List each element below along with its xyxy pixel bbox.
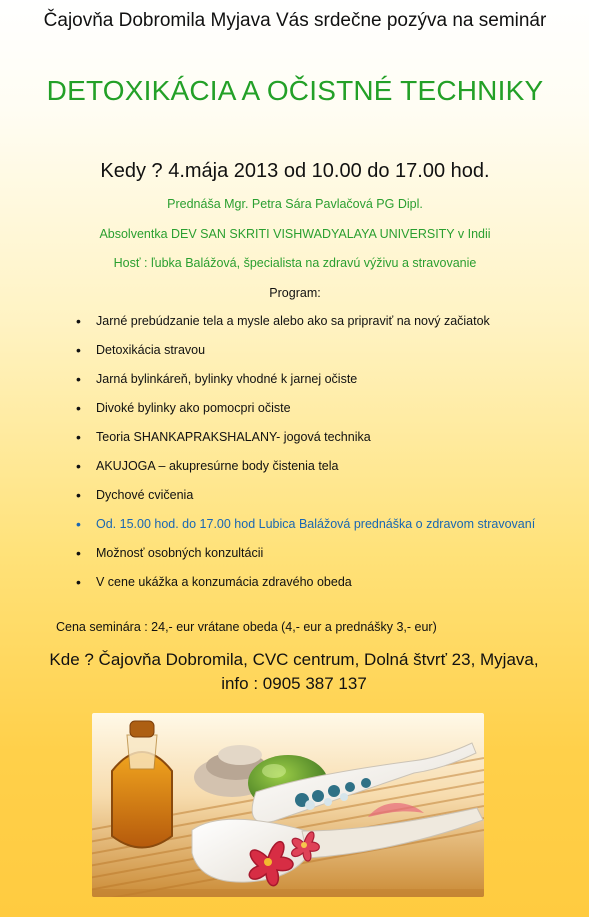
- lecturer-credentials: Absolventka DEV SAN SKRITI VISHWADYALAYA UNIVERSITY v Indii: [99, 227, 491, 241]
- program-item: • V cene ukážka a konzumácia zdravého obeda: [76, 574, 536, 590]
- spa-photo: [92, 713, 484, 897]
- event-date: Kedy ? 4.mája 2013 od 10.00 do 17.00 hod.: [100, 160, 490, 182]
- program-item: • Teoria SHANKAPRAKSHALANY- jogová technika: [76, 429, 536, 445]
- program-item: • AKUJOGA – akupresúrne body čistenia tela: [76, 458, 536, 474]
- spa-photo-illustration: [92, 713, 484, 897]
- program-item: • Divoké bylinky ako pomocpri očiste: [76, 400, 536, 416]
- program-list: [76, 313, 536, 603]
- program-item: • Jarné prebúdzanie tela a mysle alebo ako sa pripraviť na nový začiatok: [76, 313, 536, 329]
- price-info: Cena seminára : 24,- eur vrátane obeda (4,- eur a prednášky 3,- eur): [56, 620, 437, 634]
- location-info: Kde ? Čajovňa Dobromila, CVC centrum, Dolná štvrť 23, Myjava, info : 0905 387 137: [49, 650, 539, 693]
- program-item-highlight: • Od. 15.00 hod. do 17.00 hod Lubica Balážová prednáška o zdravom stravovaní: [76, 516, 536, 532]
- poster-intro: Čajovňa Dobromila Myjava Vás srdečne pozýva na seminár: [43, 10, 547, 31]
- program-item: • Dychové cvičenia: [76, 487, 536, 503]
- program-item: • Jarná bylinkáreň, bylinky vhodné k jarnej očiste: [76, 371, 536, 387]
- program-label: Program:: [269, 286, 321, 300]
- program-item: • Možnosť osobných konzultácii: [76, 545, 536, 561]
- poster-title: DETOXIKÁCIA A OČISTNÉ TECHNIKY: [46, 75, 544, 106]
- program-item: • Detoxikácia stravou: [76, 342, 536, 358]
- lecturer-info: Prednáša Mgr. Petra Sára Pavlačová PG Dipl.: [167, 197, 423, 211]
- guest-info: Hosť : ľubka Balážová, špecialista na zdravú výživu a stravovanie: [113, 256, 477, 270]
